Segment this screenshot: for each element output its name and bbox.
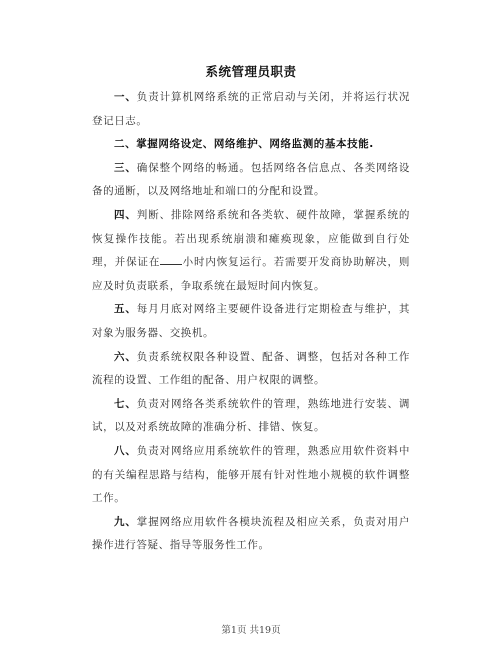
duty-paragraph-8 [92,440,410,511]
paragraph-text: 每月月底对网络主要硬件设备进行定期检查与维护，其对象为服务器、交换机。 [92,303,410,339]
paragraph-number: 七、 [114,397,137,410]
paragraph-number: 四、 [114,208,137,221]
paragraph-number: 一、 [114,91,137,103]
paragraph-number: 八、 [114,444,137,457]
duty-paragraph-5 [92,298,410,345]
fill-in-blank [160,254,182,265]
paragraph-number: 三、 [114,161,137,174]
paragraph-text-continued: 小时内恢复运行。若需要开发商协助解决，则应及时负责联系，争取系统在最短时间内恢复。 [92,256,410,292]
paragraph-text: 二、掌握网络设定、网络维护、网络监测的基本技能. [114,138,374,151]
paragraph-text: 负责对网络各类系统软件的管理，熟练地进行安装、调试，以及对系统故障的准确分析、排错、恢复。 [92,397,410,434]
paragraph-text: 负责计算机网络系统的正常启动与关闭，并将运行状况登记日志。 [92,91,410,127]
paragraph-text: 确保整个网络的畅通。包括网络各信息点、各类网络设备的通断，以及网络地址和端口的分配和设置。 [92,161,410,198]
paragraph-text: 掌握网络应用软件各模块流程及相应关系，负责对用户操作进行答疑、指导等服务性工作。 [92,515,410,552]
page-footer: 第1页 共19页 [221,625,281,636]
paragraph-text: 负责对网络应用系统软件的管理，熟悉应用软件资料中的有关编程思路与结构，能够开展有针对性地小规模的软件调整工作。 [92,444,410,505]
paragraph-text: 判断、排除网络系统和各类软、硬件故障，掌握系统的恢复操作技能。若出现系统崩溃和瘫痪现象，应能做到自行处理，并保证在 [92,208,410,269]
duty-paragraph-4 [92,204,410,298]
paragraph-number: 六、 [114,350,137,363]
paragraph-number: 五、 [114,303,137,316]
duty-paragraph-1 [92,86,410,133]
paragraph-number: 九、 [114,515,137,528]
duty-paragraph-2 [92,133,410,157]
page-title: 系统管理员职责 [205,64,297,79]
paragraph-text: 负责系统权限各种设置、配备、调整，包括对各种工作流程的设置、工作组的配备、用户权限的调整。 [92,350,410,387]
duty-paragraph-9 [92,511,410,558]
document-body [92,86,410,558]
duty-paragraph-7 [92,393,410,440]
duty-paragraph-6 [92,346,410,393]
duty-paragraph-3 [92,157,410,204]
